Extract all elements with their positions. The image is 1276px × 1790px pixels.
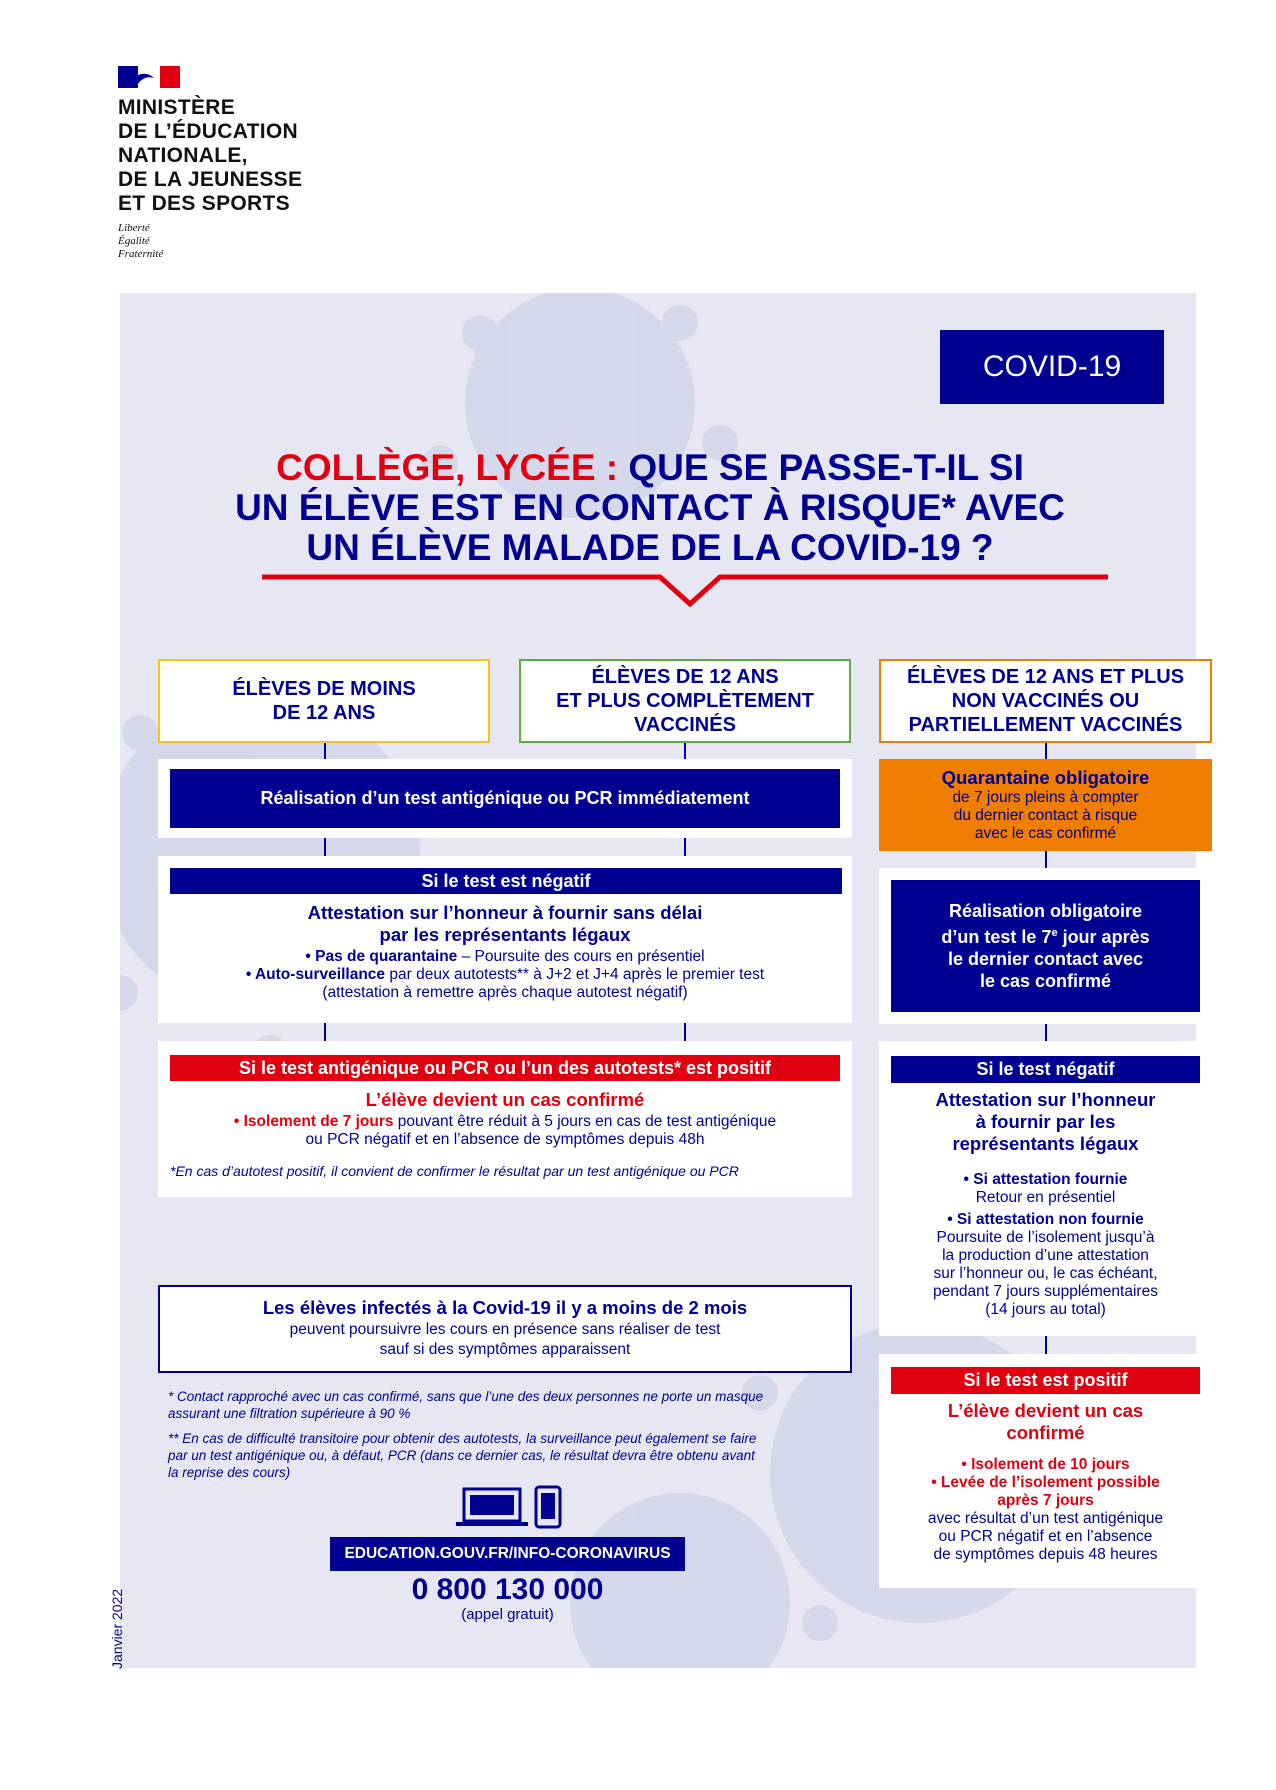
not-provided-line-1: Poursuite de l’isolement jusqu’à <box>936 1229 1155 1246</box>
column-header-unvaccinated: ÉLÈVES DE 12 ANS ET PLUS NON VACCINÉS OU PARTIELLEMENT VACCINÉS <box>879 659 1212 743</box>
positive-note: *En cas d’autotest positif, il convient de confirmer le résultat par un test antigénique ou PCR <box>170 1163 739 1179</box>
right-negative-title-1: Attestation sur l’honneur <box>935 1089 1156 1110</box>
connector <box>1045 851 1047 868</box>
phone-number[interactable]: 0 800 130 000 <box>411 1573 604 1606</box>
negative-bullet-2: • Auto-surveillance par deux autotests** à J+2 et J+4 après le premier test <box>245 966 765 983</box>
right-negative-title-3: représentants légaux <box>952 1133 1139 1154</box>
connector <box>324 743 326 759</box>
flag-icon <box>118 66 180 88</box>
infected-card <box>158 1285 852 1373</box>
day7-test-label: Réalisation obligatoire d’un test le 7e jour après le dernier contact avec le cas confirmé <box>891 880 1200 1012</box>
attestation-provided-text: Retour en présentiel <box>975 1189 1116 1206</box>
right-negative-title-2: à fournir par les <box>975 1111 1116 1132</box>
marianne-logo <box>118 66 180 88</box>
not-provided-line-5: (14 jours au total) <box>985 1301 1106 1318</box>
right-positive-card <box>879 1354 1212 1588</box>
info-url-link[interactable]: EDUCATION.GOUV.FR/INFO-CORONAVIRUS <box>330 1537 685 1571</box>
positive-condition-1: avec résultat d’un test antigénique <box>927 1510 1164 1527</box>
positive-test-bar: Si le test antigénique ou PCR ou l’un des autotests* est positif <box>170 1055 840 1081</box>
right-positive-title-1: L’élève devient un cas <box>947 1400 1144 1421</box>
footnote-2: ** En cas de difficulté transitoire pour obtenir des autotests, la surveillance peut également se faire par un test antigénique ou, à défaut, PCR (dans ce dernier cas, le résultat devra être obtenu avant la reprise des cours) <box>168 1431 757 1480</box>
positive-bullet-1: • Isolement de 7 jours pouvant être réduit à 5 jours en cas de test antigénique <box>233 1113 777 1130</box>
isolation-lift: • Levée de l’isolement possible <box>931 1474 1160 1491</box>
attestation-not-provided: • Si attestation non fournie <box>947 1211 1144 1228</box>
not-provided-line-4: pendant 7 jours supplémentaires <box>933 1283 1158 1300</box>
day7-test-card <box>879 868 1212 1024</box>
negative-title-1: Attestation sur l’honneur à fournir sans délai <box>307 902 703 923</box>
quarantine-line-2: du dernier contact à risque <box>953 807 1138 824</box>
infected-title: Les élèves infectés à la Covid-19 il y a moins de 2 mois <box>262 1297 748 1318</box>
connector <box>684 743 686 759</box>
title-red-part: COLLÈGE, LYCÉE : <box>276 447 629 488</box>
quarantine-title: Quarantaine obligatoire <box>941 767 1150 788</box>
right-negative-bar: Si le test négatif <box>891 1056 1200 1083</box>
infected-line-1: peuvent poursuivre les cours en présence sans réaliser de test <box>289 1321 721 1338</box>
page-title: COLLÈGE, LYCÉE : QUE SE PASSE-T-IL SI UN ÉLÈVE EST EN CONTACT À RISQUE* AVEC UN ÉLÈVE MALADE DE LA COVID-19 ? <box>235 447 1065 568</box>
quarantine-line-3: avec le cas confirmé <box>974 825 1117 842</box>
republic-motto: Liberté Égalité Fraternité <box>118 222 164 260</box>
positive-condition-3: de symptômes depuis 48 heures <box>933 1546 1158 1563</box>
test-now-card <box>158 759 852 838</box>
negative-test-card <box>158 856 852 1023</box>
connector <box>684 1023 686 1041</box>
column-header-under-12: ÉLÈVES DE MOINS DE 12 ANS <box>158 659 490 743</box>
positive-title: L’élève devient un cas confirmé <box>365 1089 645 1110</box>
laptop-icon <box>456 1487 528 1527</box>
right-negative-card <box>879 1041 1212 1336</box>
quarantine-line-1: de 7 jours pleins à compter <box>952 789 1139 806</box>
positive-bullet-2: ou PCR négatif et en l’absence de symptômes depuis 48h <box>305 1131 705 1148</box>
covid-tag: COVID-19 <box>940 330 1164 404</box>
connector <box>324 1023 326 1041</box>
quarantine-card <box>879 759 1212 851</box>
right-positive-title-2: confirmé <box>1006 1422 1085 1443</box>
phone-note: (appel gratuit) <box>461 1606 554 1623</box>
not-provided-line-2: la production d’une attestation <box>942 1247 1149 1264</box>
negative-title-2: par les représentants légaux <box>379 924 631 945</box>
right-positive-bar: Si le test est positif <box>891 1367 1200 1394</box>
test-now-label: Réalisation d’un test antigénique ou PCR immédiatement <box>170 769 840 828</box>
publication-date: Janvier 2022 <box>109 1588 125 1669</box>
negative-bullet-1: • Pas de quarantaine – Poursuite des cours en présentiel <box>305 948 705 965</box>
ministry-name: MINISTÈRE DE L’ÉDUCATION NATIONALE, DE LA JEUNESSE ET DES SPORTS <box>118 96 303 215</box>
connector <box>684 838 686 856</box>
connector <box>1045 743 1047 759</box>
column-header-vaccinated: ÉLÈVES DE 12 ANS ET PLUS COMPLÈTEMENT VACCINÉS <box>519 659 851 743</box>
isolation-lift-days: après 7 jours <box>997 1492 1094 1509</box>
negative-test-bar: Si le test est négatif <box>170 868 842 894</box>
connector <box>1045 1336 1047 1354</box>
connector <box>324 838 326 856</box>
attestation-provided: • Si attestation fournie <box>963 1171 1128 1188</box>
footnote-1: * Contact rapproché avec un cas confirmé, sans que l’une des deux personnes ne porte un masque assurant une filtration supérieure à 90 % <box>168 1389 764 1421</box>
connector <box>1045 1024 1047 1041</box>
not-provided-line-3: sur l’honneur ou, le cas échéant, <box>933 1265 1158 1282</box>
isolation-10-days: • Isolement de 10 jours <box>961 1456 1130 1473</box>
negative-bullet-3: (attestation à remettre après chaque autotest négatif) <box>322 984 688 1001</box>
phone-icon <box>534 1485 562 1529</box>
infected-line-2: sauf si des symptômes apparaissent <box>379 1341 631 1358</box>
positive-test-card <box>158 1041 852 1197</box>
positive-condition-2: ou PCR négatif et en l’absence <box>938 1528 1153 1545</box>
title-underline <box>260 572 1110 612</box>
